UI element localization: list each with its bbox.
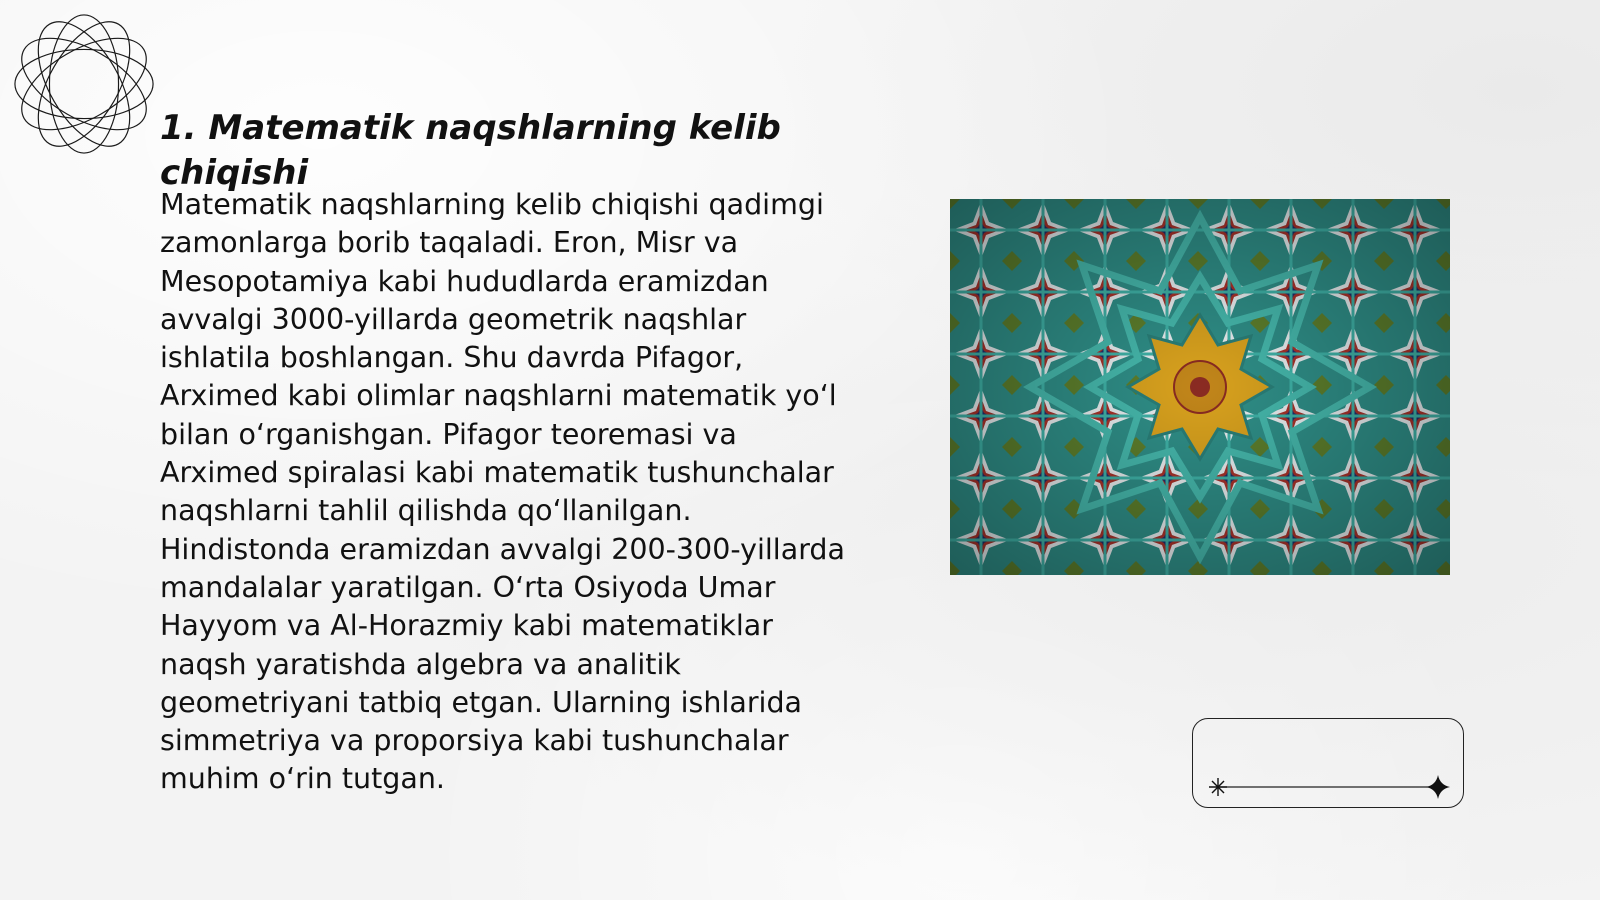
slide-body-text: Matematik naqshlarning kelib chiqishi qadimgi zamonlarga borib taqaladi. Eron, Misr va Mesopotamiya kabi hududlarda eramizdan avvalgi 3000-yillarda geometrik naqshlar ishlatila boshlangan. Shu davrda Pifagor, Arximed kabi olimlar naqshlarni matematik yo‘l bilan o‘rganishgan. Pifagor teoremasi va Arximed spiralasi kabi matematik tushunchalar naqshlarni tahlil qilishda qo‘llanilgan. Hindistonda eramizdan avvalgi 200-300-yillarda mandalalar yaratilgan. O‘rta Osiyoda Umar Hayyom va Al-Horazmiy kabi matematiklar naqsh yaratishda algebra va analitik geometriyani tatbiq etgan. Ularning ishlarida simmetriya va proporsiya kabi tushunchalar muhim o‘rin tutgan. — [160, 188, 845, 796]
geometric-tile-photo — [950, 199, 1450, 575]
orbit-rings-icon — [10, 10, 158, 158]
sparkle-icon — [1426, 775, 1450, 799]
starburst-icon — [1209, 778, 1227, 796]
slide-title: 1. Matematik naqshlarning kelib chiqishi — [160, 108, 781, 193]
timeline-line — [1200, 772, 1450, 802]
